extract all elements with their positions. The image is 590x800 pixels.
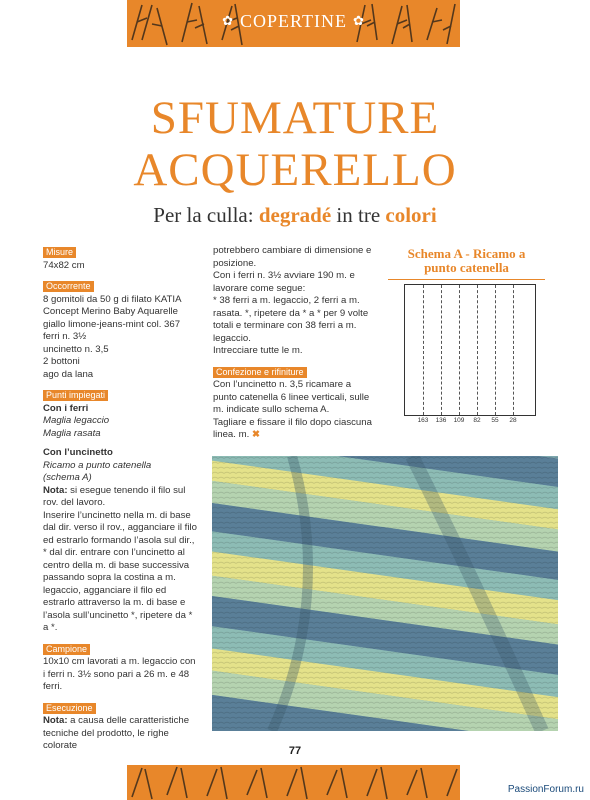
chain-stitch-line xyxy=(495,285,496,415)
execution-text: potrebbero cambiare di dimensione e posizione. xyxy=(213,245,372,269)
chain-stitch-line xyxy=(477,285,478,415)
footer-banner xyxy=(127,765,460,800)
scheme-title: Schema A - Ricamo a punto catenella xyxy=(407,246,526,275)
stitch-number: 163 xyxy=(417,417,429,424)
confezione-text: Tagliare e fissare il filo dopo ciascuna linea. m. ✖ xyxy=(213,416,372,440)
scheme-rule xyxy=(388,279,545,280)
confezione-text: Con l’uncinetto n. 3,5 ricamare a punto catenella 6 linee verticali, sulle m. indicate sullo schema A. xyxy=(213,379,370,415)
section-label: ✿ COPERTINE ✿ xyxy=(222,11,365,31)
execution-text: * 38 ferri a m. legaccio, 2 ferri a m. rasata. *, ripetere da * a * per 9 volte totali e terminare con 38 ferri a m. legaccio. xyxy=(213,295,369,344)
chain-stitch-line xyxy=(441,285,442,415)
end-mark-icon: ✖ xyxy=(251,429,260,440)
chain-stitch-line xyxy=(459,285,460,415)
chain-stitch-line xyxy=(423,285,424,415)
stitch-item: Ricamo a punto catenella xyxy=(43,459,152,471)
page-subtitle: Per la culla: degradé in tre colori xyxy=(153,203,437,227)
campione-text: 10x10 cm lavorati a m. legaccio con i ferri n. 3½ sono pari a 26 m. e 48 ferri. xyxy=(43,656,196,692)
chain-stitch-line xyxy=(513,285,514,415)
execution-text: Con i ferri n. 3½ avviare 190 m. e lavorare come segue: xyxy=(213,270,355,294)
stitch-number: 82 xyxy=(473,417,481,424)
occorrente-line: 8 gomitoli da 50 g di filato KATIA Concept Merino Baby Aquarelle giallo limone-jeans-mint col. 367 xyxy=(43,293,181,330)
uncinetto-heading: Con l’uncinetto xyxy=(43,447,113,458)
instructions-column-1 xyxy=(43,245,199,753)
occorrente-line: ferri n. 3½ xyxy=(43,331,87,342)
leaf-pattern xyxy=(127,765,460,800)
blanket-photo xyxy=(212,456,558,731)
watermark: PassionForum.ru xyxy=(507,784,584,795)
misure-text: 74x82 cm xyxy=(43,259,85,271)
occorrente-line: 2 bottoni xyxy=(43,356,80,367)
flower-icon: ✿ xyxy=(352,13,365,28)
blanket-illustration xyxy=(212,456,558,731)
nota-paragraph: Nota: si esegue tenendo il filo sul rov. del lavoro. xyxy=(43,484,186,508)
section-heading-misure: Misure xyxy=(43,247,76,258)
flower-icon: ✿ xyxy=(222,13,235,28)
scheme-a xyxy=(388,244,545,434)
scheme-diagram xyxy=(404,284,536,416)
stitch-item: Maglia legaccio xyxy=(43,415,110,426)
section-heading-punti: Punti impiegati xyxy=(43,390,108,401)
instructions-column-2 xyxy=(213,245,376,442)
stitch-item: (schema A) xyxy=(43,472,92,483)
header-banner xyxy=(127,0,460,47)
stitch-number: 136 xyxy=(435,417,447,424)
stitch-number: 55 xyxy=(491,417,499,424)
section-heading-esecuzione: Esecuzione xyxy=(43,703,96,714)
page-number: 77 xyxy=(288,745,302,757)
stitch-number: 28 xyxy=(509,417,517,424)
ferri-heading: Con i ferri xyxy=(43,402,89,414)
stitch-item: Maglia rasata xyxy=(43,427,101,439)
occorrente-line: uncinetto n. 3,5 xyxy=(43,343,109,355)
esecuzione-text: Nota: a causa delle caratteristiche tecniche del prodotto, le righe colorate xyxy=(43,715,190,751)
section-heading-occorrente: Occorrente xyxy=(43,281,94,292)
stitch-description: Inserire l’uncinetto nella m. di base dal dir. verso il rov., agganciare il filo ed estrarlo formando l’asola sul dir., * dal dir. entrare con l’uncinetto al centro della m. di base successiva passando sopra la costina a m. legaccio, agganciare il filo ed estrarlo attraverso la m. di base e l’asola sull’uncinetto *, ripetere da * a *. xyxy=(43,509,197,633)
section-heading-confezione: Confezione e rifiniture xyxy=(213,367,307,378)
stitch-number: 109 xyxy=(453,417,465,424)
page-title: SFUMATURE ACQUERELLO xyxy=(133,92,457,196)
execution-text: Intrecciare tutte le m. xyxy=(213,345,303,356)
section-heading-campione: Campione xyxy=(43,644,90,655)
occorrente-line: ago da lana xyxy=(43,368,94,380)
